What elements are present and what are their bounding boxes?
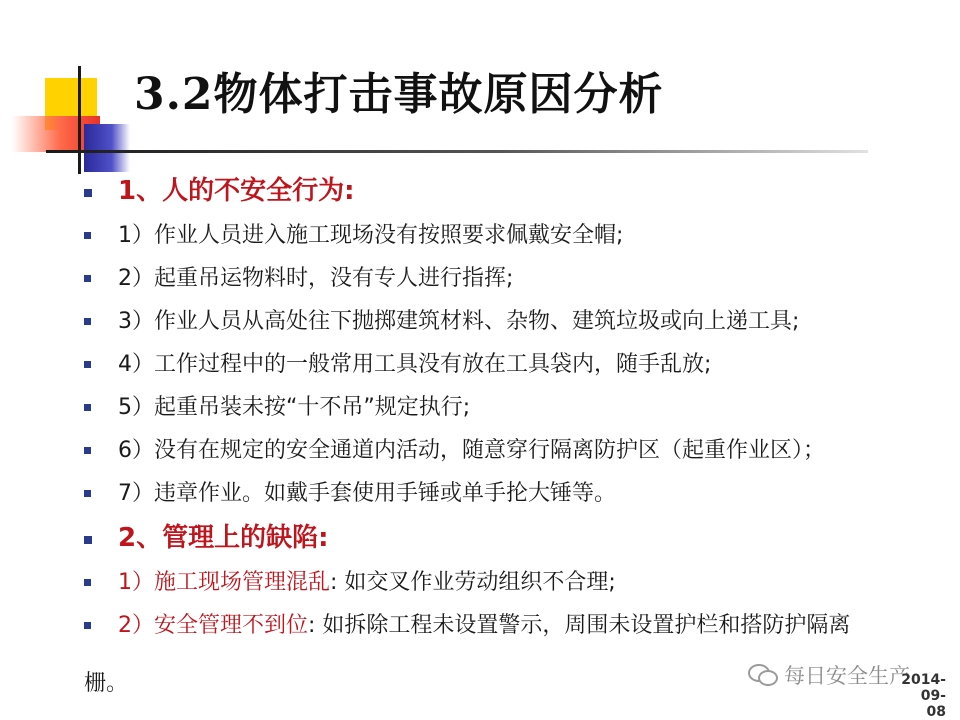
bullet-icon <box>84 232 91 239</box>
bullet-icon <box>84 579 91 586</box>
list-item <box>84 214 934 257</box>
section-heading-text: 2、管理上的缺陷: <box>118 523 329 553</box>
decor-blue-square <box>84 124 130 172</box>
section-heading-text: 1、人的不安全行为: <box>118 176 355 206</box>
list-item <box>84 561 934 604</box>
list-item <box>84 472 934 515</box>
bullet-icon <box>84 447 91 454</box>
section-heading-human-factors <box>84 168 934 214</box>
bullet-icon <box>84 189 92 197</box>
slide-title: 3.2物体打击事故原因分析 <box>134 69 664 120</box>
list-item-label: 1）施工现场管理混乱 <box>118 570 330 595</box>
list-item <box>84 300 934 343</box>
list-item-text: 2）起重吊运物料时，没有专人进行指挥; <box>118 266 514 291</box>
list-item-text: 3）作业人员从高处往下抛掷建筑材料、杂物、建筑垃圾或向上递工具; <box>118 309 800 334</box>
bullet-icon <box>84 536 92 544</box>
title-underline <box>46 150 868 153</box>
bullet-icon <box>84 622 91 629</box>
list-item <box>84 386 934 429</box>
list-item-text: 1）作业人员进入施工现场没有按照要求佩戴安全帽; <box>118 223 624 248</box>
bullet-icon <box>84 275 91 282</box>
list-item-label: 2）安全管理不到位 <box>118 613 308 638</box>
list-item-text: : 如交叉作业劳动组织不合理; <box>330 570 616 595</box>
slide-date <box>880 672 946 720</box>
list-item-text: 4）工作过程中的一般常用工具没有放在工具袋内，随手乱放; <box>118 352 712 377</box>
decor-vertical-line <box>78 66 81 174</box>
date-line-2: 08 <box>926 704 946 720</box>
wechat-icon <box>748 664 778 686</box>
list-item-continuation: 栅。 <box>84 671 129 696</box>
date-line-1: 2014-09- <box>901 672 946 704</box>
list-item-text: : 如拆除工程未设置警示，周围未设置护栏和搭防护隔离 <box>308 613 851 638</box>
list-item <box>84 604 934 647</box>
list-item <box>84 343 934 386</box>
bullet-icon <box>84 361 91 368</box>
list-item <box>84 257 934 300</box>
bullet-icon <box>84 404 91 411</box>
list-item <box>84 429 934 472</box>
section-heading-management <box>84 515 934 561</box>
watermark-text: 每日安全生产 <box>784 664 910 688</box>
list-item-text: 7）违章作业。如戴手套使用手锤或单手抡大锤等。 <box>118 481 616 506</box>
list-item-text: 6）没有在规定的安全通道内活动，随意穿行隔离防护区（起重作业区）； <box>118 438 825 463</box>
list-item-text: 5）起重吊装未按“十不吊”规定执行; <box>118 395 471 420</box>
slide-content <box>84 168 934 647</box>
bullet-icon <box>84 318 91 325</box>
bullet-icon <box>84 490 91 497</box>
